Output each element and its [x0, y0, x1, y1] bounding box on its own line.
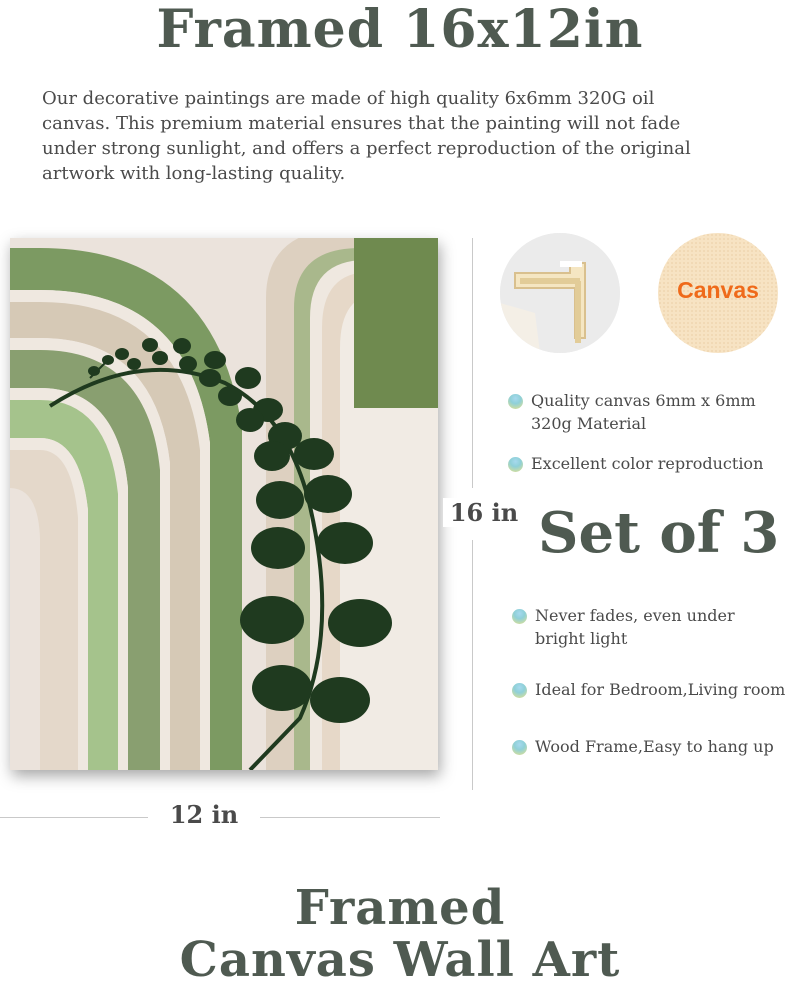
feature-text: Never fades, even under: [535, 606, 735, 625]
height-dimension-line: [472, 238, 473, 488]
feature-item: [512, 678, 798, 702]
feature-item: [508, 452, 798, 476]
frame-corner-image: [500, 233, 620, 353]
intro-line: under strong sunlight, and offers a perfect reproduction of the original: [42, 138, 691, 159]
set-title: Set of 3: [538, 500, 780, 566]
height-dimension-line: [472, 540, 473, 790]
feature-item: [512, 735, 798, 759]
bullet-dot-icon: [508, 457, 523, 472]
bullet-dot-icon: [512, 609, 527, 624]
feature-text: 320g Material: [531, 414, 647, 433]
footer-title-line: Canvas Wall Art: [179, 932, 621, 988]
feature-text: bright light: [535, 629, 628, 648]
bullet-dot-icon: [512, 683, 527, 698]
page-title: Framed 16x12in: [156, 0, 644, 60]
canvas-painting-image: [10, 238, 438, 770]
intro-paragraph: [42, 86, 782, 186]
intro-line: artwork with long-lasting quality.: [42, 163, 346, 184]
feature-text: Ideal for Bedroom,Living room: [535, 680, 786, 699]
bullet-dot-icon: [512, 740, 527, 755]
feature-text: Wood Frame,Easy to hang up: [535, 737, 774, 756]
feature-text: Excellent color reproduction: [531, 454, 764, 473]
intro-line: canvas. This premium material ensures that the painting will not fade: [42, 113, 681, 134]
height-label: 16 in: [443, 498, 525, 527]
intro-line: Our decorative paintings are made of high quality 6x6mm 320G oil: [42, 88, 655, 109]
feature-item: [512, 604, 798, 652]
width-dimension-line: [0, 817, 148, 818]
feature-text: Quality canvas 6mm x 6mm: [531, 391, 756, 410]
width-dimension-line: [260, 817, 440, 818]
canvas-texture-image: [658, 233, 778, 353]
feature-item: [508, 389, 798, 437]
bullet-dot-icon: [508, 394, 523, 409]
width-label: 12 in: [169, 800, 239, 829]
footer-title-line: Framed: [294, 880, 506, 936]
canvas-label: Canvas: [677, 277, 759, 303]
